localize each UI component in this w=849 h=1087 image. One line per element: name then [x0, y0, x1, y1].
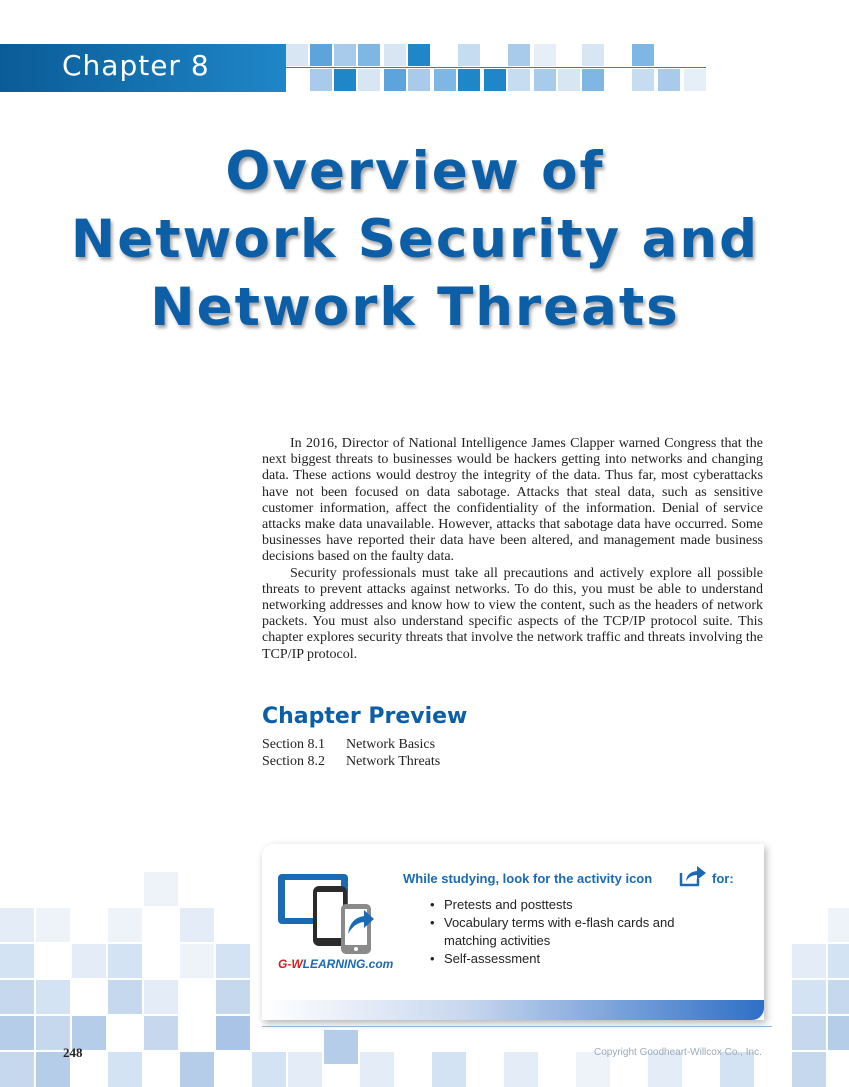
footer-divider — [262, 1026, 772, 1027]
section-number: Section 8.1 — [262, 737, 325, 752]
copyright-notice: Copyright Goodheart-Willcox Co., Inc. — [594, 1047, 762, 1058]
list-item: • Pretests and posttests — [428, 896, 728, 914]
list-item: • Vocabulary terms with e-flash cards and matching activities — [428, 914, 728, 950]
devices-icon — [276, 872, 386, 958]
list-item: • Self-assessment — [428, 950, 728, 968]
title-line-2: Network Security and — [70, 209, 760, 270]
chapter-title — [0, 138, 830, 342]
section-name: Network Basics — [346, 737, 436, 752]
activity-box-footer-bar — [262, 1000, 764, 1020]
activity-heading-suffix: for: — [712, 871, 734, 886]
preview-row[interactable] — [262, 736, 440, 753]
banner-divider — [286, 67, 706, 68]
title-line-1: Overview of — [225, 141, 605, 202]
section-name: Network Threats — [346, 754, 441, 769]
activity-heading: While studying, look for the activity icon — [403, 871, 653, 886]
activity-arrow-icon — [678, 865, 708, 887]
chapter-intro — [262, 436, 763, 663]
section-number: Section 8.2 — [262, 754, 325, 769]
title-line-3: Network Threats — [150, 277, 680, 338]
chapter-label: Chapter 8 — [62, 49, 210, 82]
chapter-preview-list — [262, 736, 440, 770]
chapter-preview-heading: Chapter Preview — [262, 704, 468, 729]
intro-paragraph-1: In 2016, Director of National Intelligence James Clapper warned Congress that the next biggest threats to businesses would be hackers getting into networks and changing data. These actions would destroy the integrity of the data. Thus far, most cyberattacks have not been focused on data sabotage. Attacks that steal data, such as sensitive customer information, affect the confidentiality of the information. Denial of service attacks make data unavailable. However, attacks that sabotage data have occurred. Some businesses have reported their data have been altered, and management made business decisions based on the faulty data. — [262, 436, 763, 565]
activity-list — [428, 896, 728, 968]
page-number: 248 — [63, 1045, 83, 1060]
intro-paragraph-2: Security professionals must take all precautions and actively explore all possible threats to prevent attacks against networks. To do this, you must be able to understand networking addresses and know how to view the content, such as the headers of network packets. You must also understand specific aspects of the TCP/IP protocol suite. This chapter explores security threats that involve the network traffic and threats involving the TCP/IP protocol. — [262, 565, 763, 662]
gw-learning-logo: G-WLEARNING.com — [278, 957, 394, 971]
preview-row[interactable] — [262, 753, 440, 770]
